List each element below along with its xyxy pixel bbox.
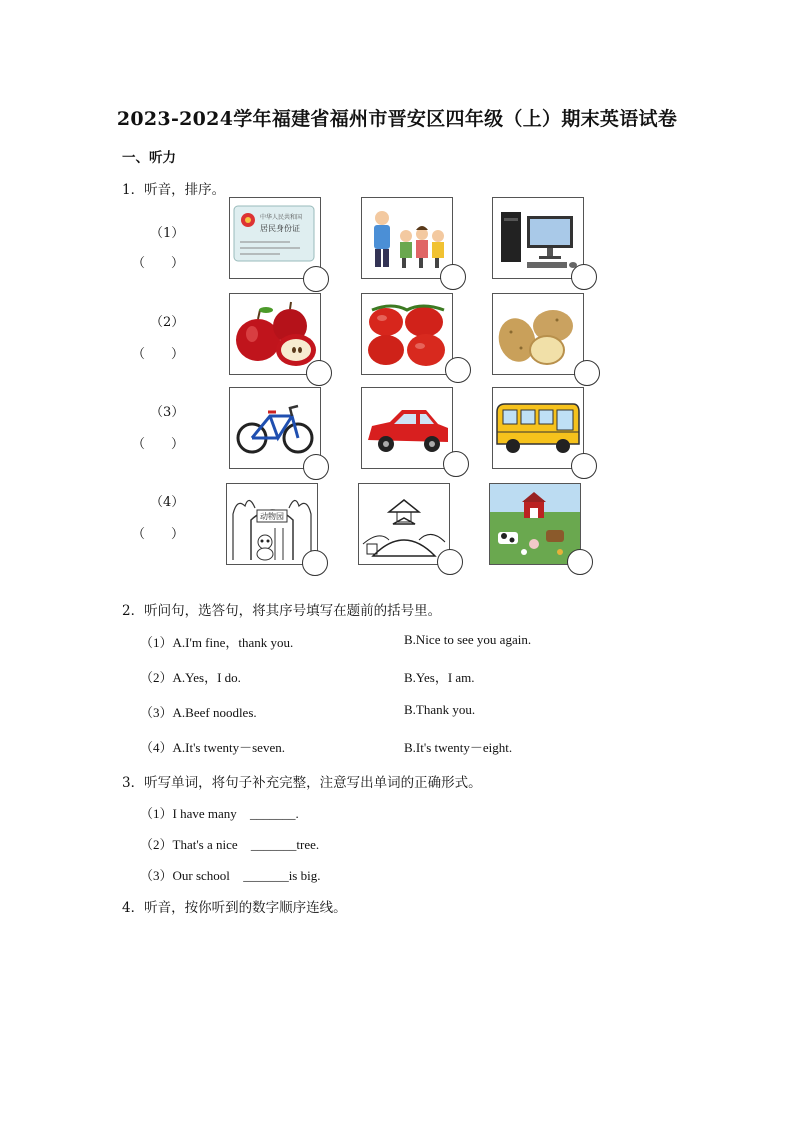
q3-item3-after: is big. [288,868,321,883]
q1-row3-img3-answer-circle[interactable] [571,453,597,479]
farm-picture [489,483,581,565]
q2-item3-number: （3） [140,705,173,720]
q2-item4-number: （4） [140,740,173,755]
q1-row3-img2-answer-circle[interactable] [443,451,469,477]
q3-item1-blank[interactable]: _______ [250,806,296,821]
q1-row1-img3-answer-circle[interactable] [571,264,597,290]
q3-item1-number: （1） [140,806,173,821]
q1-row2-number: （2） [150,315,185,330]
q1-row4-img2-answer-circle[interactable] [437,549,463,575]
q1-row2-img3-answer-circle[interactable] [574,360,600,386]
teacher-and-students-picture [361,197,453,279]
q1-row4-img3-answer-circle[interactable] [567,549,593,575]
q1-row3-img1-answer-circle[interactable] [303,454,329,480]
potatoes-picture [492,293,584,375]
q1-row3-number: （3） [150,405,185,420]
q1-row3-answer-paren[interactable]: （ ） [132,437,185,452]
q2-item4-option-b: B.It's twenty－eight. [404,740,513,755]
page-title: 2023-2024学年福建省福州市晋安区四年级（上）期末英语试卷 [116,108,678,130]
apples-picture [229,293,321,375]
q1-row4-img1-answer-circle[interactable] [302,550,328,576]
q2-item1-option-a: A.I'm fine，thank you. [172,635,294,650]
zoo-picture [226,483,318,565]
q3-item3-blank[interactable]: _______ [243,868,289,883]
tomatoes-picture [361,293,453,375]
q2-item3-option-b: B.Thank you. [404,702,476,717]
bus-picture [492,387,584,469]
q3-item2-number: （2） [140,837,173,852]
q1-row4-number: （4） [150,495,185,510]
q1-row1-img2-answer-circle[interactable] [440,264,466,290]
q2-item1-number: （1） [140,635,173,650]
q1-prompt: 1．听音，排序。 [122,182,226,198]
q2-item3-option-a: A.Beef noodles. [172,705,257,720]
q2-item2-option-b: B.Yes，I am. [404,670,475,685]
q3-item3 [140,865,320,884]
q2-item1-option-b: B.Nice to see you again. [404,632,532,647]
q3-item1-after: . [295,806,299,821]
q4-prompt: 4．听音，按你听到的数字顺序连线。 [122,900,347,916]
q1-row2-img2-answer-circle[interactable] [445,357,471,383]
q3-item1 [140,803,299,822]
q2-item2-option-a: A.Yes，I do. [172,670,241,685]
q1-row2-img1-answer-circle[interactable] [306,360,332,386]
car-picture [361,387,453,469]
park-pavilion-picture [358,483,450,565]
zoo-sign-text: 动物园 [260,512,284,521]
q3-item2-before: That's a nice [172,837,238,852]
q3-item2-blank[interactable]: _______ [250,837,297,852]
q1-row4-answer-paren[interactable]: （ ） [132,527,185,542]
id-card-line2: 居民身份证 [260,224,300,233]
section-heading-listening: 一、听力 [122,150,176,166]
q3-item1-before: I have many [172,806,237,821]
q1-row1-number: （1） [150,226,185,241]
q1-row2-answer-paren[interactable]: （ ） [132,347,185,362]
q2-item2-number: （2） [140,670,173,685]
q2-prompt: 2．听问句，选答句，将其序号填写在题前的括号里。 [122,603,442,619]
q2-item4-option-a: A.It's twenty－seven. [172,740,285,755]
q3-item3-number: （3） [140,868,173,883]
q1-row1-img1-answer-circle[interactable] [303,266,329,292]
q3-item2-after: tree. [296,837,320,852]
q1-row1-answer-paren[interactable]: （ ） [132,256,185,271]
computer-picture [492,197,584,279]
id-card-picture [229,197,321,279]
q3-item2 [140,834,319,853]
id-card-line1: 中华人民共和国 [260,214,303,221]
q3-prompt: 3．听写单词，将句子补充完整，注意写出单词的正确形式。 [122,775,482,791]
q3-item3-before: Our school [172,868,230,883]
